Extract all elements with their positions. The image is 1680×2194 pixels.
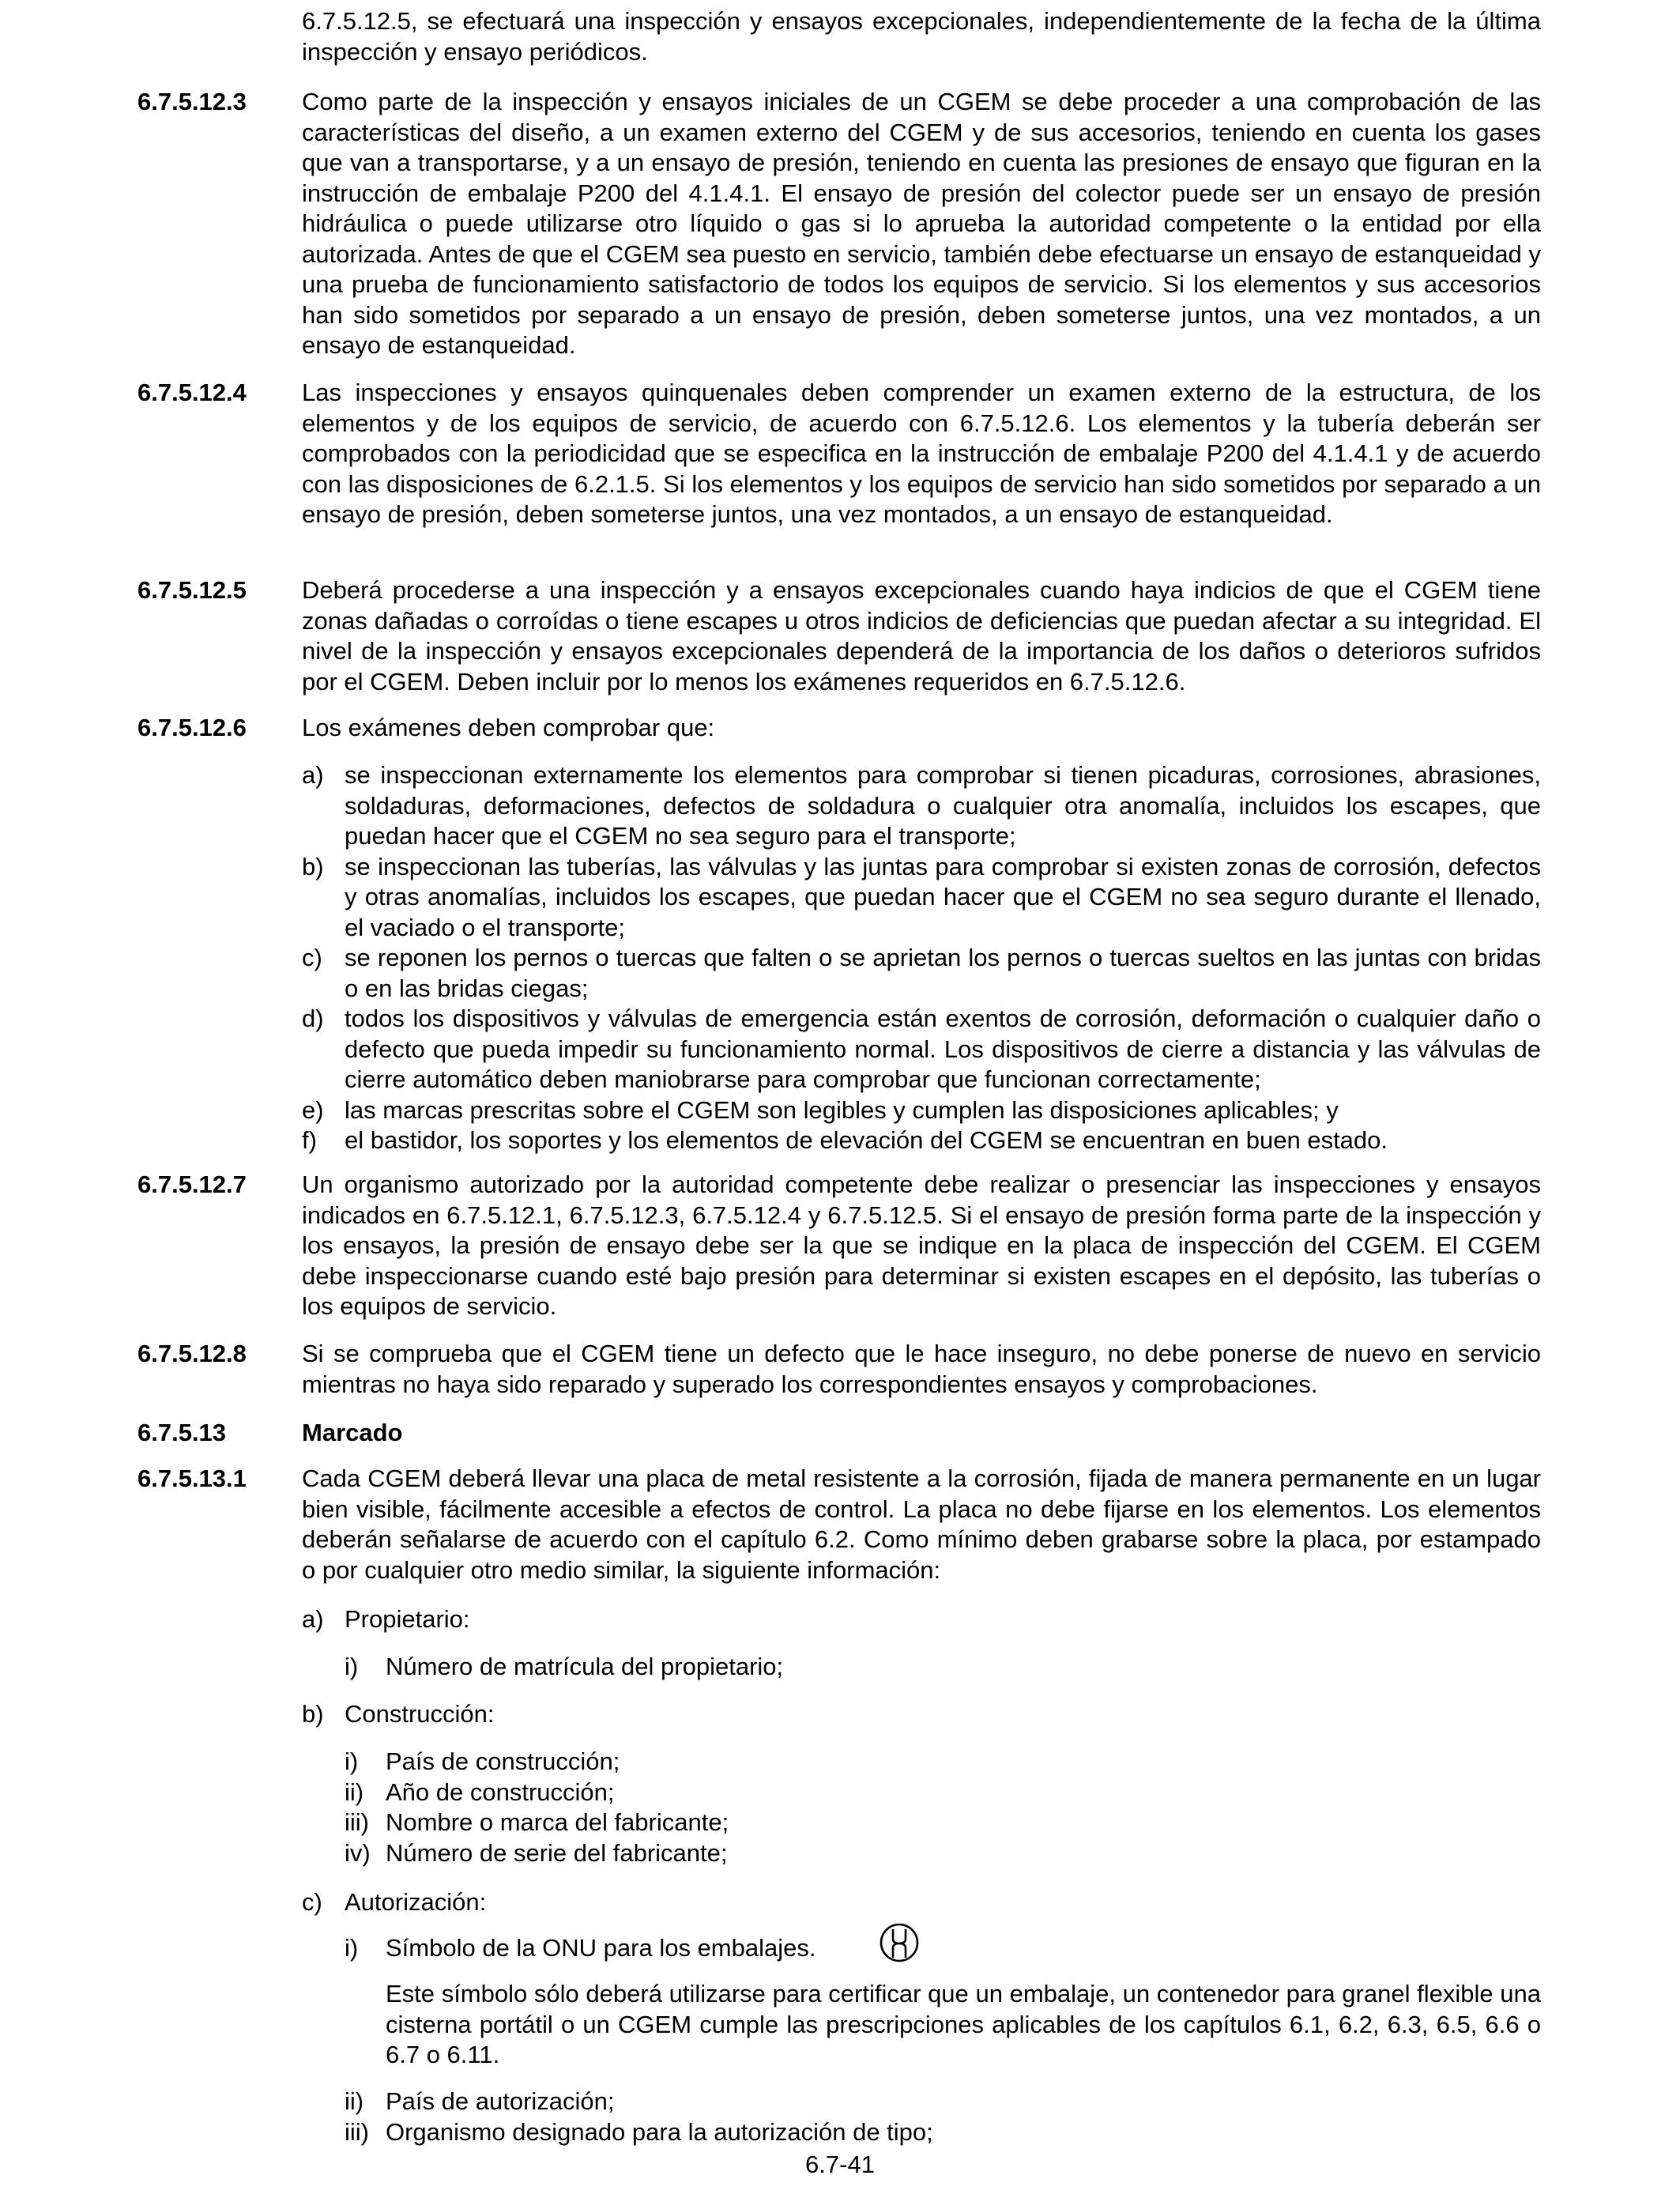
section-number: 6.7.5.12.7 (137, 1171, 247, 1198)
un-symbol-note: Este símbolo sólo deberá utilizarse para certificar que un embalaje, un contenedor para granel flexible una cisterna portátil o un CGEM cumple las prescripciones aplicables de los capítulos 6.1, 6.2, 6.3, 6.5, 6.6 o 6.7 o 6.11. (386, 1980, 1541, 2068)
section-number: 6.7.5.12.4 (137, 379, 247, 406)
list-marker: e) (302, 1095, 324, 1124)
list-item (302, 1699, 1541, 1730)
section-text: Las inspecciones y ensayos quinquenales deben comprender un examen externo de la estructura, de los elementos y de los equipos de servicio, de acuerdo con 6.7.5.12.6. Los elementos y la tubería deberán ser comprobados con la periodicidad que se especifica en la instrucción de embalaje P200 del 4.1.4.1 y de acuerdo con las disposiciones de 6.2.1.5. Si los elementos y los equipos de servicio han sido sometidos por separado a un ensayo de presión, deben someterse juntos, una vez montados, a un ensayo de estanqueidad. (302, 379, 1541, 528)
list-item-text: Propietario: (345, 1605, 470, 1633)
section-number: 6.7.5.13.1 (137, 1465, 247, 1492)
sublist-item (345, 2087, 1541, 2117)
section-text: Cada CGEM deberá llevar una placa de metal resistente a la corrosión, fijada de manera permanente en un lugar bien visible, fácilmente accesible a efectos de control. La placa no debe fijarse en los elementos. Los elementos deberán señalarse de acuerdo con el capítulo 6.2. Como mínimo deben grabarse sobre la placa, por estampado o por cualquier otro medio similar, la siguiente información: (302, 1465, 1541, 1584)
list-item-text: Autorización: (345, 1888, 487, 1916)
marking-item-b-sublist (345, 1747, 1541, 1868)
sublist-marker: iv) (345, 1838, 371, 1867)
sublist-marker: ii) (345, 1777, 364, 1806)
marking-item-b (302, 1699, 1541, 1730)
sublist-item-text: Organismo designado para la autorización de tipo; (386, 2117, 933, 2146)
sublist-item-text: País de autorización; (386, 2087, 615, 2115)
sublist-item (345, 1747, 1541, 1777)
list-item-text: se inspeccionan las tuberías, las válvulas y las juntas para comprobar si existen zonas de corrosión, defectos y otras anomalías, incluidos los escapes, que puedan hacer que el CGEM no sea seguro durante el llenado, el vaciado o el transporte; (345, 852, 1541, 941)
list-item (302, 943, 1541, 1004)
sublist-item (345, 1933, 1541, 1964)
section-text: Los exámenes deben comprobar que: (302, 714, 715, 741)
list-item-text: se reponen los pernos o tuercas que falten o se aprietan los pernos o tuercas sueltos en las juntas con bridas o en las bridas ciegas; (345, 944, 1541, 1002)
sublist-item (345, 1808, 1541, 1838)
list-marker: a) (302, 1605, 324, 1633)
sublist-item (345, 2117, 1541, 2148)
section-text: Deberá procederse a una inspección y a ensayos excepcionales cuando haya indicios de que el CGEM tiene zonas dañadas o corroídas o tiene escapes u otros indicios de deficiencias que puedan afectar a su integridad. El nivel de la inspección y ensayos excepcionales dependerá de la importancia de los daños o deterioros sufridos por el CGEM. Deben incluir por lo menos los exámenes requeridos en 6.7.5.12.6. (302, 576, 1541, 696)
un-packaging-symbol-icon (879, 1922, 920, 1963)
list-marker: f) (302, 1126, 317, 1154)
sublist-item-text: Número de matrícula del propietario; (386, 1653, 784, 1680)
marking-item-c (302, 1887, 1541, 1918)
list-marker: b) (302, 852, 324, 880)
list-marker: c) (302, 1888, 322, 1916)
sublist-marker: iii) (345, 2117, 369, 2146)
exam-list (302, 760, 1541, 1156)
sublist-item-text: Año de construcción; (386, 1777, 615, 1806)
list-item-text: Construcción: (345, 1700, 495, 1728)
list-item (302, 1887, 1541, 1918)
list-item (302, 1095, 1541, 1126)
marking-item-c-sublist-continued (345, 2087, 1541, 2147)
sublist-item-text: Número de serie del fabricante; (386, 1838, 728, 1867)
list-item-text: se inspeccionan externamente los elementos para comprobar si tienen picaduras, corrosiones, abrasiones, soldaduras, deformaciones, defectos de soldadura o cualquier otra anomalía, incluidos los escapes, que puedan hacer que el CGEM no sea seguro para el transporte; (345, 761, 1541, 850)
section-number: 6.7.5.12.6 (137, 714, 247, 741)
list-item (302, 1125, 1541, 1156)
section-heading: Marcado (302, 1419, 403, 1446)
marking-item-c-sublist (345, 1933, 1541, 1964)
section-text: Si se comprueba que el CGEM tiene un defecto que le hace inseguro, no debe ponerse de nuevo en servicio mientras no haya sido reparado y superado los correspondientes ensayos y comprobaciones. (302, 1340, 1541, 1398)
sublist-marker: ii) (345, 2087, 364, 2115)
list-item (302, 1004, 1541, 1095)
section-text: Un organismo autorizado por la autoridad competente debe realizar o presenciar las inspecciones y ensayos indicados en 6.7.5.12.1, 6.7.5.12.3, 6.7.5.12.4 y 6.7.5.12.5. Si el ensayo de presión forma parte de la inspección y los ensayos, la presión de ensayo debe ser la que se indique en la placa de inspección del CGEM. El CGEM debe inspeccionarse cuando esté bajo presión para determinar si existen escapes en el depósito, las tuberías o los equipos de servicio. (302, 1171, 1541, 1320)
sublist-item-text: Símbolo de la ONU para los embalajes. (386, 1934, 816, 1962)
sublist-item (345, 1652, 1541, 1683)
section-number: 6.7.5.13 (137, 1419, 227, 1446)
sublist-item (345, 1838, 1541, 1869)
sublist-item (345, 1777, 1541, 1808)
sublist-item-text: País de construcción; (386, 1747, 620, 1775)
section-number: 6.7.5.12.5 (137, 576, 247, 604)
list-item (302, 1604, 1541, 1635)
sublist-item-text: Nombre o marca del fabricante; (386, 1808, 729, 1836)
sublist-marker: iii) (345, 1808, 369, 1836)
continuation-paragraph: 6.7.5.12.5, se efectuará una inspección y ensayos excepcionales, independientemente de la fecha de la última inspección y ensayo periódicos. (302, 7, 1541, 66)
list-item (302, 852, 1541, 944)
page-number: 6.7-41 (805, 2151, 875, 2178)
list-item-text: todos los dispositivos y válvulas de emergencia están exentos de corrosión, deformación o cualquier daño o defecto que pueda impedir su funcionamiento normal. Los dispositivos de cierre a distancia y las válvulas de cierre automático deben maniobrarse para comprobar que funcionan correctamente; (345, 1005, 1541, 1093)
section-text: Como parte de la inspección y ensayos iniciales de un CGEM se debe proceder a una comprobación de las características del diseño, a un examen externo del CGEM y de sus accesorios, teniendo en cuenta los gases que van a transportarse, y a un ensayo de presión, teniendo en cuenta las presiones de ensayo que figuran en la instrucción de embalaje P200 del 4.1.4.1. El ensayo de presión del colector puede ser un ensayo de presión hidráulica o puede utilizarse otro líquido o gas si lo aprueba la autoridad competente o la entidad por ella autorizada. Antes de que el CGEM sea puesto en servicio, también debe efectuarse un ensayo de estanqueidad y una prueba de funcionamiento satisfactorio de todos los equipos de servicio. Si los elementos y sus accesorios han sido sometidos por separado a un ensayo de presión, deben someterse juntos, una vez montados, a un ensayo de estanqueidad. (302, 88, 1541, 359)
list-item-text: el bastidor, los soportes y los elementos de elevación del CGEM se encuentran en buen estado. (345, 1126, 1388, 1154)
list-marker: d) (302, 1005, 324, 1032)
marking-item-a (302, 1604, 1541, 1635)
sublist-marker: i) (345, 1934, 359, 1962)
list-marker: a) (302, 761, 324, 789)
list-marker: b) (302, 1700, 324, 1728)
sublist-marker: i) (345, 1747, 359, 1775)
list-item (302, 760, 1541, 852)
section-number: 6.7.5.12.8 (137, 1340, 247, 1367)
list-item-text: las marcas prescritas sobre el CGEM son legibles y cumplen las disposiciones aplicables; y (345, 1095, 1339, 1124)
marking-item-a-sublist (345, 1652, 1541, 1683)
sublist-marker: i) (345, 1653, 359, 1680)
section-number: 6.7.5.12.3 (137, 88, 247, 115)
list-marker: c) (302, 944, 322, 971)
